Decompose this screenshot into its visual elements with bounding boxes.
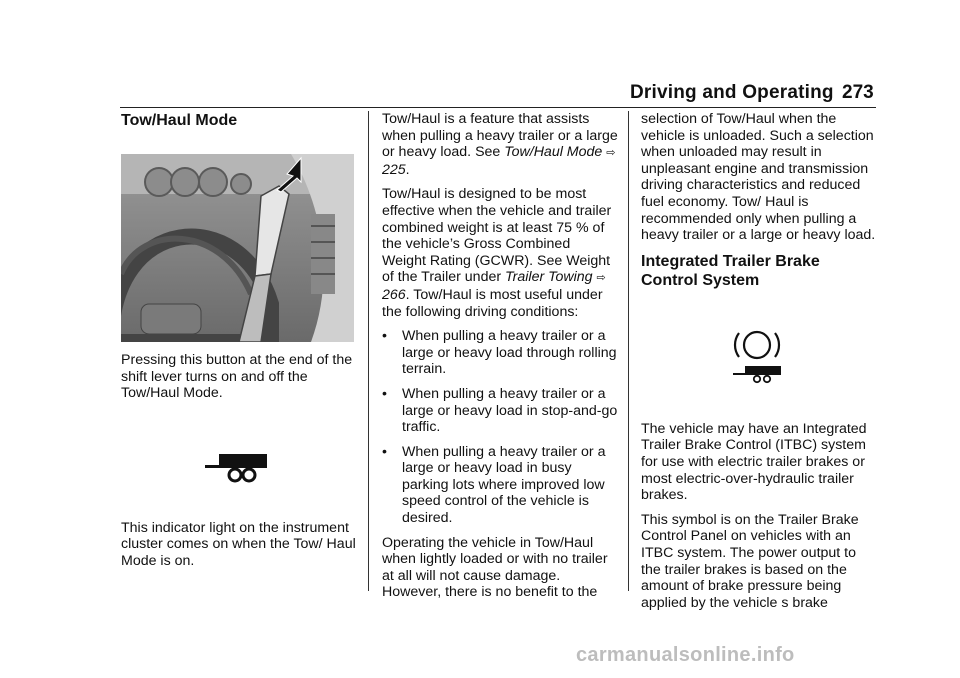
bullet-item: [382, 386, 618, 436]
page-ref-icon: ⇨: [606, 147, 616, 160]
ref-page-225[interactable]: 225: [382, 161, 406, 178]
tow-haul-button-description: Pressing this button at the end of the shift lever turns on and off the Tow/Haul Mode.: [121, 352, 353, 402]
trailer-brake-icon: [731, 328, 783, 384]
paragraph-end: .: [405, 161, 410, 178]
bullet-dot: •: [382, 385, 387, 402]
paragraph-text: Tow/Haul is a feature that assists when pulling a heavy trailer or a large or heavy load. See: [382, 111, 618, 161]
bullet-item: [382, 328, 618, 378]
column-3: [641, 111, 879, 619]
page-number: 273: [842, 82, 874, 103]
column-1: [121, 111, 357, 578]
ref-page-266[interactable]: 266: [382, 286, 406, 303]
bullet-dot: •: [382, 328, 387, 345]
tow-haul-indicator-wrap: [121, 410, 357, 520]
tow-haul-paragraph-4: selection of Tow/Haul when the vehicle is unloaded. Such a selection when unloaded may result in unpleasant engine and transmission driving characteristics and reduced fuel economy. Tow/ Haul is recommended only when pulling a heavy trailer or a large or heavy load.: [641, 111, 876, 244]
page-ref-icon: ⇨: [596, 272, 606, 285]
watermark: carmanualsonline.info: [576, 644, 795, 666]
itbc-paragraph-1: The vehicle may have an Integrated Trailer Brake Control (ITBC) system for use with electric trailer brakes or most electric-over-hydraulic trailer brakes.: [641, 420, 867, 504]
section-heading-tow-haul: Tow/Haul Mode: [121, 112, 238, 129]
tow-haul-indicator-icon: [203, 452, 269, 486]
column-2: [382, 111, 618, 609]
paragraph-text: Tow/Haul is designed to be most effective when the vehicle and trailer combined weight is at least 75 % of the vehicle’s Gross Combined Weight Rating (GCWR). See Weight of the Trailer under: [382, 186, 612, 286]
tow-haul-paragraph-3: Operating the vehicle in Tow/Haul when lightly loaded or with no trailer at all will not cause damage. However, there is no benefit to the: [382, 534, 608, 601]
ref-link-tow-haul-mode[interactable]: Tow/Haul Mode: [504, 144, 603, 161]
paragraph-end: . Tow/Haul is most useful under the following driving conditions:: [382, 286, 603, 320]
column-divider-2: [628, 111, 629, 591]
bullet-text: When pulling a heavy trailer or a large or heavy load in stop-and-go traffic.: [402, 385, 618, 436]
bullet-text: When pulling a heavy trailer or a large or heavy load in busy parking lots where improved low speed control of the vehicle is desired.: [402, 443, 606, 527]
shift-lever-photo: [121, 154, 354, 342]
ref-link-trailer-towing[interactable]: Trailer Towing: [505, 269, 593, 286]
header-rule: [120, 107, 876, 108]
bullet-dot: •: [382, 443, 387, 460]
tow-haul-paragraph-2: [382, 186, 618, 320]
running-header-title: Driving and Operating: [630, 82, 834, 103]
column-divider-1: [368, 111, 369, 591]
trailer-brake-symbol-wrap: [641, 296, 879, 421]
tow-haul-paragraph-1: [382, 111, 618, 178]
bullet-text: When pulling a heavy trailer or a large or heavy load through rolling terrain.: [402, 328, 617, 378]
bullet-item: [382, 444, 618, 527]
section-heading-itbc: Integrated Trailer Brake Control System: [641, 252, 820, 289]
indicator-description: This indicator light on the instrument cluster comes on when the Tow/ Haul Mode is on.: [121, 519, 356, 569]
itbc-paragraph-2: This symbol is on the Trailer Brake Control Panel on vehicles with an ITBC system. The power output to the trailer brakes is based on the amount of brake pressure being applied by the vehicle s brake: [641, 511, 859, 611]
